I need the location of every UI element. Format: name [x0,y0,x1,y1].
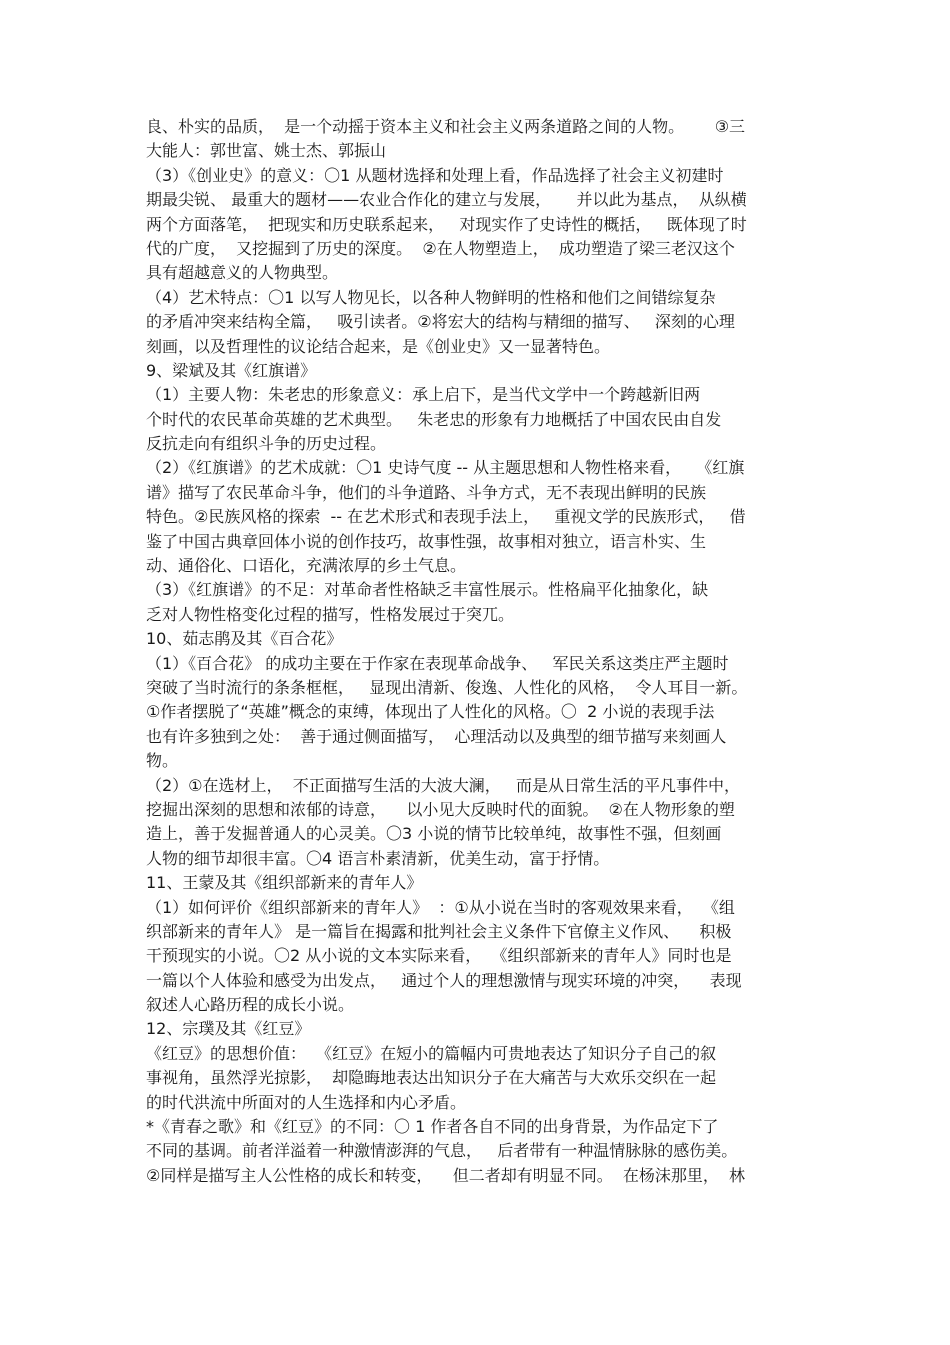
text-line: *《青春之歌》和《红豆》的不同：〇 1 作者各自不同的出身背景，为作品定下了 [146,1117,719,1137]
text-line: 9、梁斌及其《红旗谱》 [146,360,317,380]
text-line: 鉴了中国古典章回体小说的创作技巧，故事性强，故事相对独立，语言朴实、生 [146,531,707,551]
document-body [146,115,808,1188]
text-line: 大能人：郭世富、姚士杰、郭振山 [146,141,387,161]
text-line: 反抗走向有组织斗争的历史过程。 [146,434,387,454]
text-line: （2）①在选材上， 不正面描写生活的大波大澜， 而是从日常生活的平凡事件中， [146,775,740,795]
text-line: 一篇以个人体验和感受为出发点， 通过个人的理想激情与现实环境的冲突， 表现 [146,970,742,990]
text-line: 物。 [146,751,179,771]
text-line: 叙述人心路历程的成长小说。 [146,995,355,1015]
text-line: 两个方面落笔， 把现实和历史联系起来， 对现实作了史诗性的概括， 既体现了时 [146,214,747,234]
text-line: 干预现实的小说。〇2 从小说的文本实际来看， 《组织部新来的青年人》同时也是 [146,946,732,966]
text-line: （4）艺术特点：〇1 以写人物见长，以各种人物鲜明的性格和他们之间错综复杂 [146,287,716,307]
text-line: 12、宗璞及其《红豆》 [146,1019,311,1039]
text-line: 期最尖锐、 最重大的题材——农业合作化的建立与发展， 并以此为基点， 从纵横 [146,190,747,210]
text-line: 人物的细节却很丰富。〇4 语言朴素清新，优美生动，富于抒情。 [146,848,610,868]
text-line: （1）主要人物：朱老忠的形象意义：承上启下，是当代文学中一个跨越新旧两 [146,385,701,405]
text-line: （3）《创业史》的意义：〇1 从题材选择和处理上看，作品选择了社会主义初建时 [146,165,724,185]
text-line: 个时代的农民革命英雄的艺术典型。 朱老忠的形象有力地概括了中国农民由自发 [146,409,722,429]
text-line: 造上，善于发掘普通人的心灵美。〇3 小说的情节比较单纯，故事性不强，但刻画 [146,824,722,844]
text-line: （3）《红旗谱》的不足：对革命者性格缺乏丰富性展示。性格扁平化抽象化，缺 [146,580,709,600]
text-line: 也有许多独到之处： 善于通过侧面描写， 心理活动以及典型的细节描写来刻画人 [146,726,727,746]
text-line: 刻画，以及哲理性的议论结合起来，是《创业史》又一显著特色。 [146,336,611,356]
text-line: 代的广度， 又挖掘到了历史的深度。 ②在人物塑造上， 成功塑造了梁三老汉这个 [146,238,735,258]
text-line: （2）《红旗谱》的艺术成就：〇1 史诗气度 -- 从主题思想和人物性格来看， 《红旗 [146,458,745,478]
text-line: 谱》描写了农民革命斗争，他们的斗争道路、斗争方式，无不表现出鲜明的民族 [146,482,707,502]
text-line: （1）如何评价《组织部新来的青年人》 ：①从小说在当时的客观效果来看， 《组 [146,897,735,917]
text-line: ②同样是描写主人公性格的成长和转变， 但二者却有明显不同。 在杨沫那里， 林 [146,1165,746,1185]
text-line: 事视角，虽然浮光掠影， 却隐晦地表达出知识分子在大痛苦与大欢乐交织在一起 [146,1068,717,1088]
text-line: 良、朴实的品质， 是一个动摇于资本主义和社会主义两条道路之间的人物。 ③三 [146,117,746,136]
text-line: （1）《百合花》 的成功主要在于作家在表现革命战争、 军民关系这类庄严主题时 [146,653,729,673]
text-line: 具有超越意义的人物典型。 [146,263,339,283]
text-line: 的时代洪流中所面对的人生选择和内心矛盾。 [146,1092,467,1112]
text-line: 10、茹志鹃及其《百合花》 [146,629,343,649]
text-line: 突破了当时流行的条条框框， 显现出清新、俊逸、人性化的风格， 令人耳目一新。 [146,677,748,697]
text-line: 织部新来的青年人》 是一篇旨在揭露和批判社会主义条件下官僚主义作风、 积极 [146,921,732,941]
text-line: 乏对人物性格变化过程的描写，性格发展过于突兀。 [146,604,515,624]
text-line: 挖掘出深刻的思想和浓郁的诗意， 以小见大反映时代的面貌。 ②在人物形象的塑 [146,799,735,819]
text-line: 不同的基调。前者洋溢着一种激情澎湃的气息， 后者带有一种温情脉脉的感伤美。 [146,1141,738,1161]
text-line: 特色。②民族风格的探索 -- 在艺术形式和表现手法上， 重视文学的民族形式， 借 [146,507,746,527]
text-line: 11、王蒙及其《组织部新来的青年人》 [146,873,423,893]
text-line: 动、通俗化、口语化，充满浓厚的乡土气息。 [146,556,467,576]
text-line: 《红豆》的思想价值： 《红豆》在短小的篇幅内可贵地表达了知识分子自己的叙 [146,1043,717,1063]
text-line: ①作者摆脱了“英雄”概念的束缚，体现出了人性化的风格。〇 2 小说的表现手法 [146,702,715,722]
text-line: 的矛盾冲突来结构全篇， 吸引读者。②将宏大的结构与精细的描写、 深刻的心理 [146,312,735,332]
